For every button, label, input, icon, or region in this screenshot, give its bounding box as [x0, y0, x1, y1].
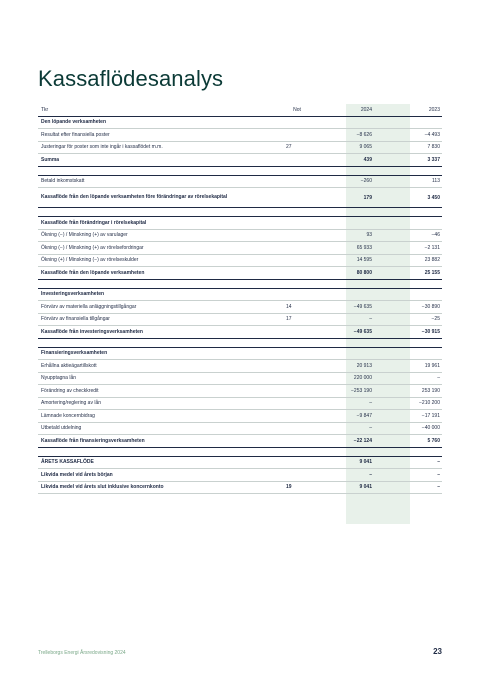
row-value-2024: 65 933 [356, 244, 372, 251]
row-label: Ökning (−) / Minskning (+) av rörelsefordringar [41, 244, 144, 251]
row-value-2024: 93 [366, 232, 372, 239]
row-value-2024: – [369, 425, 372, 432]
row-value-2023: 253 190 [421, 387, 440, 394]
row-value-2024: 20 913 [356, 362, 372, 369]
row-value-2023: 7 830 [427, 144, 440, 151]
row-note: 17 [286, 316, 292, 323]
row-label: Finansieringsverksamheten [41, 350, 108, 356]
row-label: Amortering/reglering av lån [41, 400, 102, 406]
section-spacer [38, 339, 442, 348]
row-label: Erhållna aktieägartillskott [41, 362, 97, 369]
page-number: 23 [433, 647, 442, 656]
row-value-2023: 19 961 [424, 362, 440, 369]
row-label: Kassaflöde från den löpande verksamheten före förändringar av rörelsekapital [41, 194, 228, 201]
row-value-2024: – [369, 471, 372, 478]
header-2024: 2024 [360, 106, 372, 113]
row-value-2023: – [437, 484, 440, 491]
table-row [38, 326, 442, 339]
table-row [38, 242, 442, 255]
table-row [38, 348, 442, 361]
table-row [38, 142, 442, 155]
table-row [38, 385, 442, 398]
table-header-row [38, 104, 442, 117]
row-value-2024: −260 [360, 178, 372, 185]
row-value-2024: 9 065 [359, 144, 372, 151]
row-label: Kassaflöde från den löpande verksamheten [41, 269, 145, 276]
row-label: Förvärv av finansiella tillgångar [41, 316, 110, 322]
table-row [38, 482, 442, 495]
row-value-2024: −8 626 [356, 131, 372, 138]
row-value-2023: −25 [431, 316, 440, 323]
row-value-2023: −40 000 [421, 425, 440, 432]
table-row [38, 129, 442, 142]
row-label: Den löpande verksamheten [41, 119, 107, 125]
row-value-2023: – [437, 459, 440, 466]
page-title: Kassaflödesanalys [38, 66, 224, 91]
row-value-2024: −9 847 [356, 412, 372, 419]
row-value-2023: 113 [432, 178, 440, 185]
row-value-2023: 25 155 [424, 269, 440, 276]
table-row [38, 469, 442, 482]
table-row [38, 188, 442, 208]
row-value-2024: 439 [363, 156, 372, 163]
row-label: Kassaflöde från förändringar i rörelsekapital [41, 219, 147, 226]
table-row [38, 154, 442, 167]
row-label: Förändring av checkkredit [41, 387, 99, 394]
section-spacer [38, 208, 442, 217]
row-value-2024: −49 635 [353, 303, 372, 310]
row-label: Utbetald utdelning [41, 425, 82, 431]
table-row [38, 398, 442, 411]
row-value-2023: −17 191 [421, 412, 440, 419]
cash-flow-table [38, 104, 442, 494]
table-row [38, 301, 442, 314]
row-value-2023: −46 [431, 232, 440, 239]
row-value-2023: −2 131 [424, 244, 440, 251]
row-label: Resultat efter finansiella poster [41, 131, 110, 138]
row-label: Justeringar för poster som inte ingår i kassaflödet m.m. [41, 144, 163, 150]
table-row [38, 360, 442, 373]
row-note: 19 [286, 484, 292, 491]
table-row [38, 314, 442, 327]
table-row [38, 230, 442, 243]
row-value-2024: 80 800 [356, 269, 372, 276]
row-value-2024: 14 595 [356, 257, 372, 264]
row-label: Ökning (+) / Minskning (−) av rörelseskulder [41, 257, 139, 263]
row-label: Betald inkomstskatt [41, 178, 85, 184]
row-label: Likvida medel vid årets början [41, 471, 113, 478]
row-label: Lämnade koncernbidrag [41, 412, 95, 419]
row-value-2023: 5 760 [427, 437, 440, 444]
row-label: Investeringsverksamheten [41, 291, 105, 297]
header-2023: 2023 [428, 106, 440, 113]
section-spacer [38, 448, 442, 457]
table-row [38, 267, 442, 280]
table-row [38, 289, 442, 302]
row-value-2024: 9 041 [359, 484, 372, 491]
table-row [38, 457, 442, 470]
row-value-2024: 179 [363, 194, 372, 201]
table-row [38, 423, 442, 436]
table-body [38, 117, 442, 495]
header-note: Not [293, 106, 301, 113]
row-note: 14 [286, 303, 292, 310]
table-row [38, 255, 442, 268]
table-row [38, 373, 442, 386]
row-value-2023: 3 450 [427, 194, 440, 201]
row-value-2024: – [369, 400, 372, 407]
footer-report-name: Trelleborgs Energi Årsredovisning 2024 [38, 650, 126, 656]
row-value-2023: – [437, 375, 440, 382]
table-row [38, 435, 442, 448]
row-label: Kassaflöde från finansieringsverksamheten [41, 437, 145, 444]
row-label: Nyupptagna lån [41, 375, 77, 381]
row-label: Summa [41, 156, 60, 163]
section-spacer [38, 167, 442, 176]
row-value-2024: −22 124 [353, 437, 372, 444]
row-value-2023: 23 882 [424, 257, 440, 264]
table-row [38, 176, 442, 189]
row-value-2024: −49 635 [353, 328, 372, 335]
row-value-2024: – [369, 316, 372, 323]
row-label: ÅRETS KASSAFLÖDE [41, 459, 94, 465]
table-row [38, 217, 442, 230]
row-value-2024: 220 000 [353, 375, 372, 382]
table-row [38, 410, 442, 423]
row-value-2024: 9 041 [359, 459, 372, 466]
section-spacer [38, 280, 442, 289]
row-label: Förvärv av materiella anläggningstillgångar [41, 303, 137, 310]
row-note: 27 [286, 144, 292, 151]
table-row [38, 117, 442, 130]
row-value-2023: 3 337 [427, 156, 440, 163]
row-value-2023: −30 890 [421, 303, 440, 310]
row-label: Kassaflöde från investeringsverksamheten [41, 328, 143, 335]
row-label: Ökning (−) / Minskning (+) av varulager [41, 232, 128, 238]
row-value-2024: −253 190 [351, 387, 372, 394]
row-value-2023: – [437, 471, 440, 478]
row-value-2023: −4 493 [424, 131, 440, 138]
row-value-2023: −30 915 [421, 328, 440, 335]
row-label: Likvida medel vid årets slut inklusive koncernkonto [41, 484, 164, 490]
header-label: Tkr [41, 106, 49, 113]
row-value-2023: −210 200 [419, 400, 440, 407]
